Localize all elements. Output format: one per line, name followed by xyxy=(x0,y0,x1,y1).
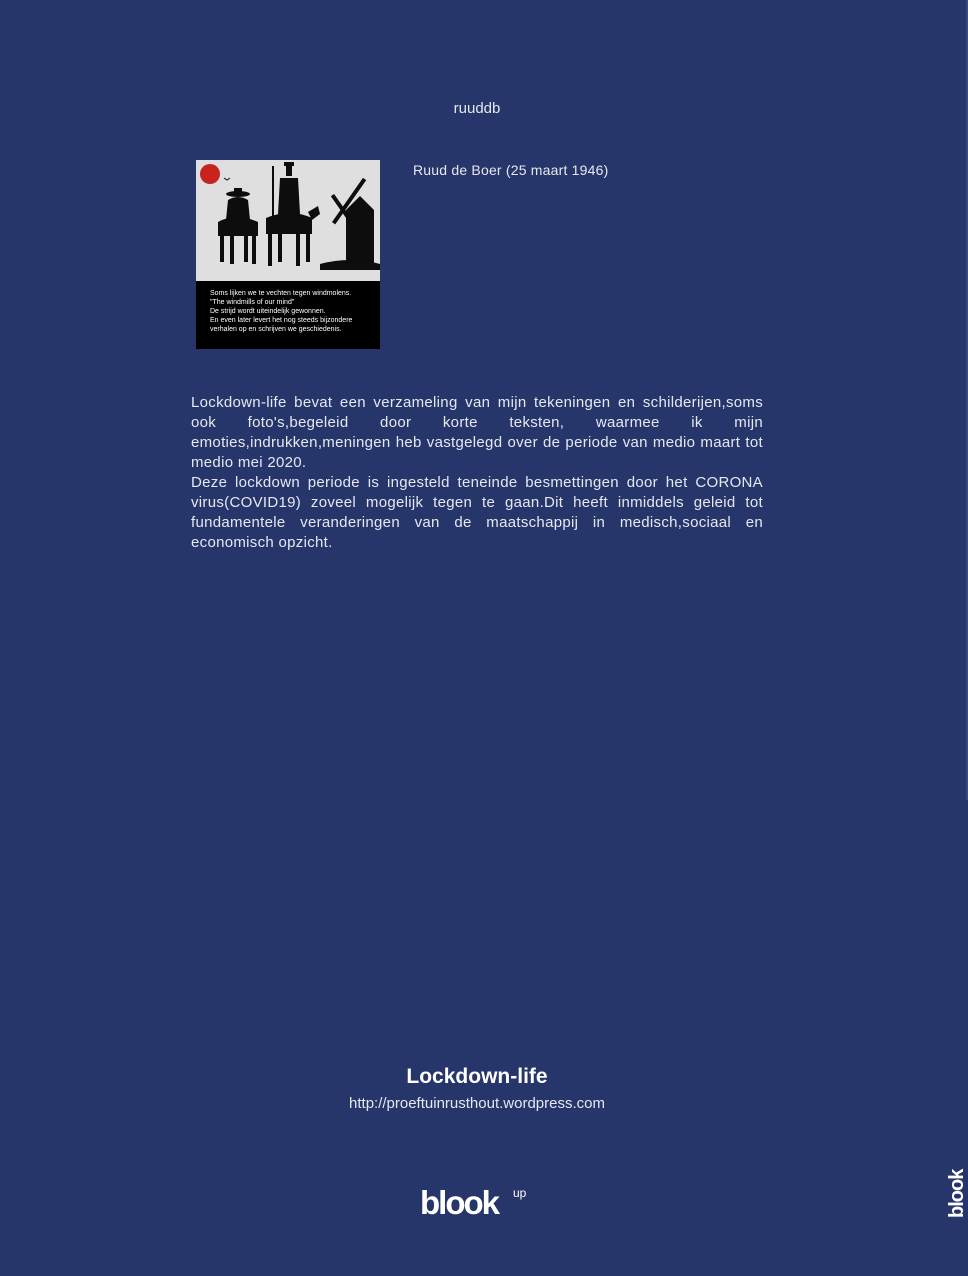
caption-line-1: Soms lijken we te vechten tegen windmolens. xyxy=(210,290,352,297)
caption-line-2: "The windmills of our mind" xyxy=(210,299,295,306)
cover-illustration xyxy=(196,160,380,349)
description-paragraph-1: Lockdown-life bevat een verzameling van mijn tekeningen en schilderijen,soms ook foto's,begeleid door korte teksten, waarmee ik mijn emoties,indrukken,meningen heb vastgelegd over de periode van medio maart tot medio mei 2020. xyxy=(191,394,763,471)
blookup-logo-superscript: up xyxy=(513,1186,527,1200)
author-handle: ruuddb xyxy=(453,100,501,117)
author-name-birthdate: Ruud de Boer (25 maart 1946) xyxy=(413,162,609,178)
caption-line-5: verhalen op en schrijven we geschiedenis. xyxy=(210,326,342,333)
blookup-logo-text: blook xyxy=(420,1184,498,1221)
red-sun-icon xyxy=(200,164,220,184)
book-description xyxy=(191,393,763,553)
caption-line-3: De strijd wordt uiteindelijk gewonnen. xyxy=(210,308,326,315)
book-url: http://proeftuinrusthout.wordpress.com xyxy=(349,1095,605,1112)
spine-blookup-logo xyxy=(946,1160,968,1220)
description-paragraph-2: Deze lockdown periode is ingesteld teneinde besmettingen door het CORONA virus(COVID19) zoveel mogelijk tegen te gaan.Dit heeft inmiddels geleid tot fundamentele veranderingen van de maatschappij in medisch,sociaal en economisch opzicht. xyxy=(191,474,763,551)
blookup-logo xyxy=(420,1186,540,1226)
caption-line-4: En even later levert het nog steeds bijzondere xyxy=(210,317,353,324)
spine-logo-text: blook xyxy=(946,1169,968,1218)
book-title: Lockdown-life xyxy=(406,1065,548,1088)
